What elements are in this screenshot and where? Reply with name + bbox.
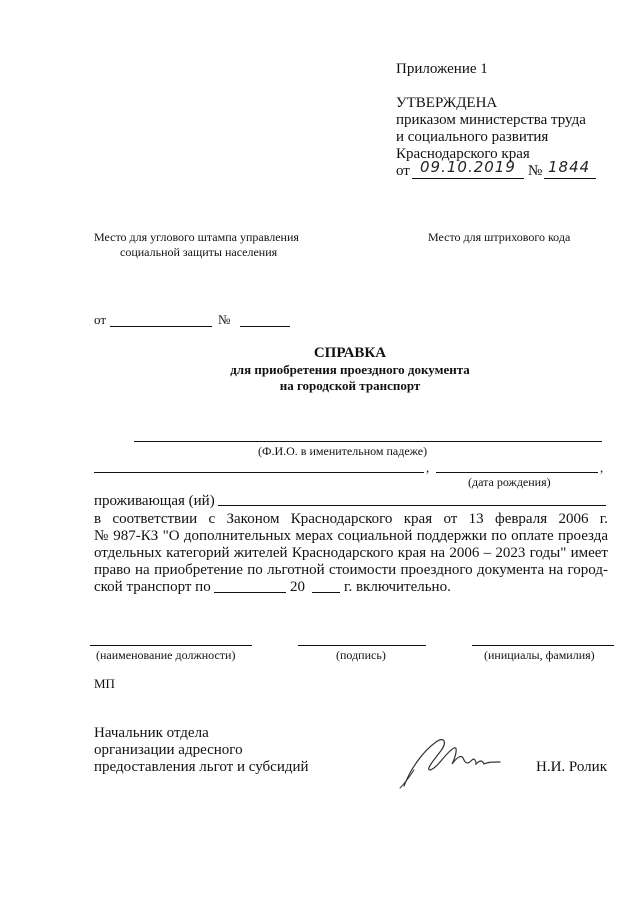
order-line-2: и социального развития [396,129,549,145]
address-line-1[interactable] [94,472,424,473]
ref-from-label: от [94,312,107,327]
comma-1: , [426,460,430,475]
position-caption: (наименование должности) [96,648,236,662]
body-line-5b: 20 [290,579,305,595]
order-date-label: от [396,163,410,179]
body-line-1: в соответствии с Законом Краснодарского края от 13 февраля 2006 г. [94,511,608,527]
doc-subtitle-1: для приобретения проездного документа [230,362,470,377]
ref-date-line[interactable] [110,326,212,327]
approved-heading: УТВЕРЖДЕНА [396,95,498,111]
ref-number-line[interactable] [240,326,290,327]
seal-mark: МП [94,676,115,691]
fio-caption: (Ф.И.О. в именительном падеже) [258,444,428,458]
valid-until-year-line[interactable] [312,592,340,593]
position-line[interactable] [90,645,252,646]
birth-caption: (дата рождения) [468,475,551,489]
comma-2: , [600,460,604,475]
initials-line[interactable] [472,645,614,646]
stamp-place-line-1: Место для углового штампа управления [94,230,299,244]
valid-until-date-line[interactable] [214,592,286,593]
body-line-2: № 987-КЗ "О дополнительных мерах социальной поддержки по оплате проезда [94,528,608,544]
order-number-value: 1844 [548,158,591,176]
birth-date-line[interactable] [436,472,598,473]
order-number-label: № [528,163,543,179]
order-date-value: 09.10.2019 [420,158,516,176]
doc-title: СПРАВКА [313,345,387,361]
handwritten-signature [396,730,506,792]
official-line-3: предоставления льгот и субсидий [94,759,309,775]
residing-line[interactable] [218,505,606,506]
body-line-5c: г. включительно. [344,579,451,595]
official-name: Н.И. Ролик [536,759,607,775]
order-number-line [544,178,596,179]
doc-subtitle-2: на городской транспорт [279,378,421,393]
fio-line[interactable] [134,441,602,442]
official-line-2: организации адресного [94,742,243,758]
body-line-5a: ской транспорт по [94,579,211,595]
signature-caption: (подпись) [336,648,386,662]
order-line-1: приказом министерства труда [396,112,586,128]
ref-number-label: № [218,312,231,327]
order-line-3: Краснодарского края [396,146,530,162]
order-date-line [412,178,524,179]
appendix-label: Приложение 1 [396,61,488,77]
body-line-3: отдельных категорий жителей Краснодарского края на 2006 – 2023 годы" имеет [94,545,608,561]
initials-caption: (инициалы, фамилия) [484,648,595,662]
residing-label: проживающая (ий) [94,493,215,509]
official-line-1: Начальник отдела [94,725,209,741]
body-line-4: право на приобретение по льготной стоимости проездного документа на город- [94,562,608,578]
barcode-place: Место для штрихового кода [428,230,571,244]
signature-line[interactable] [298,645,426,646]
stamp-place-line-2: социальной защиты населения [120,245,278,259]
